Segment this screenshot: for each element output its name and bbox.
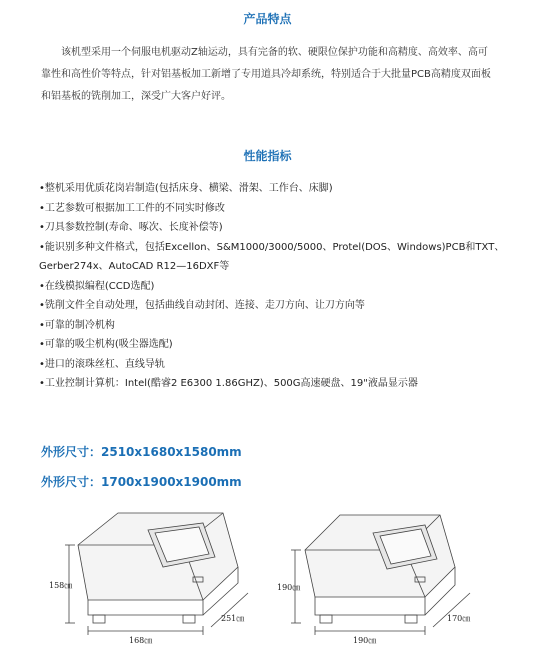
machine-1-depth-label: 251㎝ [221,614,245,623]
specs-title: 性能指标 [243,149,292,163]
features-paragraph-block [41,42,491,108]
machine-2-depth-label: 170㎝ [447,614,471,623]
machine-2-width-label: 190㎝ [353,636,377,645]
spec-item: •可靠的吸尘机构(吸尘器选配) [39,339,173,350]
spec-item: •进口的滚珠丝杠、直线导轨 [39,358,165,370]
dimension-line-2: 外形尺寸：1700x1900x1900mm [41,475,242,489]
spec-item: •铣削文件全自动处理，包括曲线自动封闭、连接、走刀方向、让刀方向等 [39,300,365,311]
machine-drawing-1 [43,505,258,650]
features-paragraph: 该机型采用一个伺服电机驱动Z轴运动，具有完备的软、硬限位保护功能和高精度、高效率、高可靠性和高性价等特点，针对铝基板加工新增了专用道具冷却系统，特别适合于大批量PCB高精度双面板和铝基板的铣削加工，深受广大客户好评。 [41,47,491,102]
spec-item: •可靠的制冷机构 [39,319,115,331]
machine-2-height-label: 190㎝ [277,583,301,592]
spec-item: •工艺参数可根据加工工件的不同实时修改 [39,202,225,214]
spec-item: •整机采用优质花岗岩制造(包括床身、横梁、滑架、工作台、床脚) [39,183,333,194]
dimension-line-1: 外形尺寸：2510x1680x1580mm [41,445,242,459]
machine-drawing-2 [275,505,490,650]
machine-1-width-label: 168㎝ [129,636,153,645]
machine-1-height-label: 158㎝ [49,581,73,590]
spec-item: •在线模拟编程(CCD选配) [39,280,155,292]
spec-item: •刀具参数控制(寿命、啄次、长度补偿等) [39,222,223,233]
machine-2-svg [275,505,490,650]
machine-1-svg [43,505,258,650]
spec-item: •工业控制计算机：Intel(酷睿2 E6300 1.86GHZ)、500G高速硬盘、19"液晶显示器 [39,378,418,389]
features-title: 产品特点 [243,12,292,26]
spec-item: •能识别多种文件格式，包括Excellon、S&M1000/3000/5000、Protel(DOS、Windows)PCB和TXT、Gerber274x、AutoCAD R12—16DXF等 [39,241,505,272]
spec-list [39,179,509,394]
